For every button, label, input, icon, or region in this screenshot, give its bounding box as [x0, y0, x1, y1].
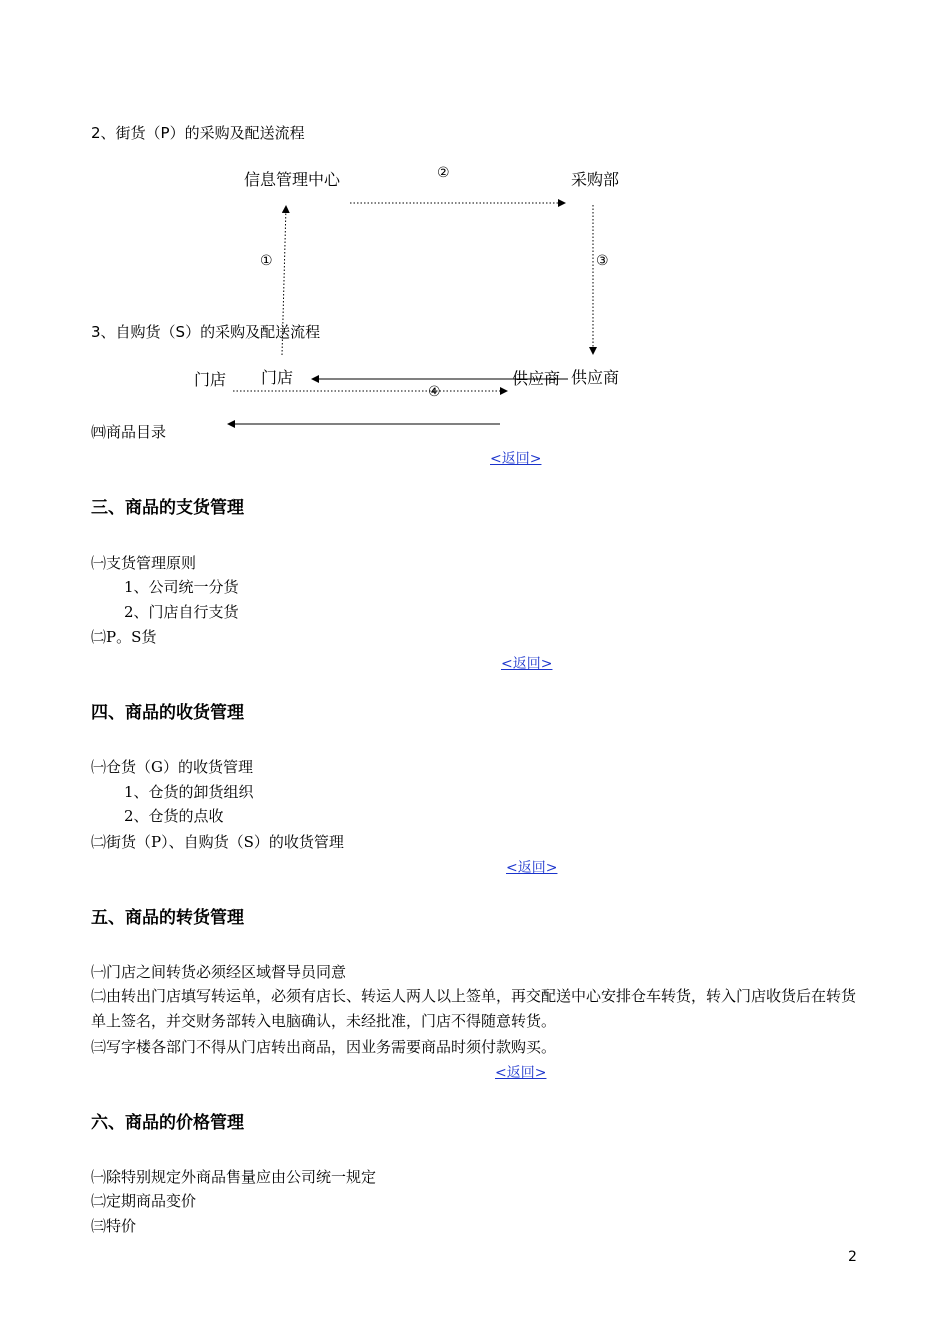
- return-link-1[interactable]: <返回>: [490, 451, 542, 467]
- node-store-s: 门店: [194, 370, 227, 389]
- node-info-center: 信息管理中心: [244, 170, 341, 189]
- catalog-item: ㈣商品目录: [91, 423, 167, 441]
- section-4-line-1: ㈠仓货（G）的收货管理: [91, 758, 253, 776]
- return-link-3[interactable]: <返回>: [506, 860, 558, 876]
- step-3: ③: [596, 253, 609, 269]
- section-3-line-3: 2、门店自行支货: [124, 603, 239, 621]
- section-5-line-1: ㈠门店之间转货必须经区域督导员同意: [91, 963, 347, 981]
- page-number: 2: [848, 1249, 857, 1265]
- section-4-line-4: ㈡街货（P）、自购货（S）的收货管理: [91, 833, 344, 851]
- return-link-2[interactable]: <返回>: [501, 656, 553, 672]
- step-4: ④: [428, 384, 441, 400]
- node-store-p: 门店: [261, 368, 294, 387]
- return-link-4[interactable]: <返回>: [495, 1065, 547, 1081]
- node-purchasing: 采购部: [571, 170, 620, 189]
- section-heading-3: 三、商品的支货管理: [91, 498, 244, 518]
- section-3-line-1: ㈠支货管理原则: [91, 554, 197, 572]
- section-heading-4: 四、商品的收货管理: [91, 703, 244, 723]
- flow-diagram: [0, 0, 950, 470]
- section-4-line-3: 2、仓货的点收: [124, 807, 224, 825]
- section-6-line-2: ㈡定期商品变价: [91, 1192, 197, 1210]
- section-3-line-4: ㈡P。S货: [91, 628, 157, 646]
- step-2: ②: [437, 165, 450, 181]
- section-5-line-3: ㈢写字楼各部门不得从门店转出商品，因业务需要商品时须付款购买。: [91, 1038, 557, 1056]
- step-1: ①: [260, 253, 273, 269]
- section-4-line-2: 1、仓货的卸货组织: [124, 783, 254, 801]
- node-supplier-s: 供应商: [512, 369, 561, 388]
- flow-s-title: 3、自购货（S）的采购及配送流程: [91, 323, 321, 341]
- section-heading-5: 五、商品的转货管理: [91, 908, 244, 928]
- section-3-line-2: 1、公司统一分货: [124, 578, 239, 596]
- node-supplier-p: 供应商: [571, 368, 620, 387]
- section-6-line-3: ㈢特价: [91, 1217, 137, 1235]
- section-heading-6: 六、商品的价格管理: [91, 1113, 244, 1133]
- flow-p-title: 2、街货（P）的采购及配送流程: [91, 124, 305, 142]
- section-6-line-1: ㈠除特别规定外商品售量应由公司统一规定: [91, 1168, 377, 1186]
- section-5-line-2: ㈡由转出门店填写转运单，必须有店长、转运人两人以上签单，再交配送中心安排仓车转货，转入门店收货后在转货单上签名，并交财务部转入电脑确认，未经批准，门店不得随意转货。: [91, 987, 857, 1030]
